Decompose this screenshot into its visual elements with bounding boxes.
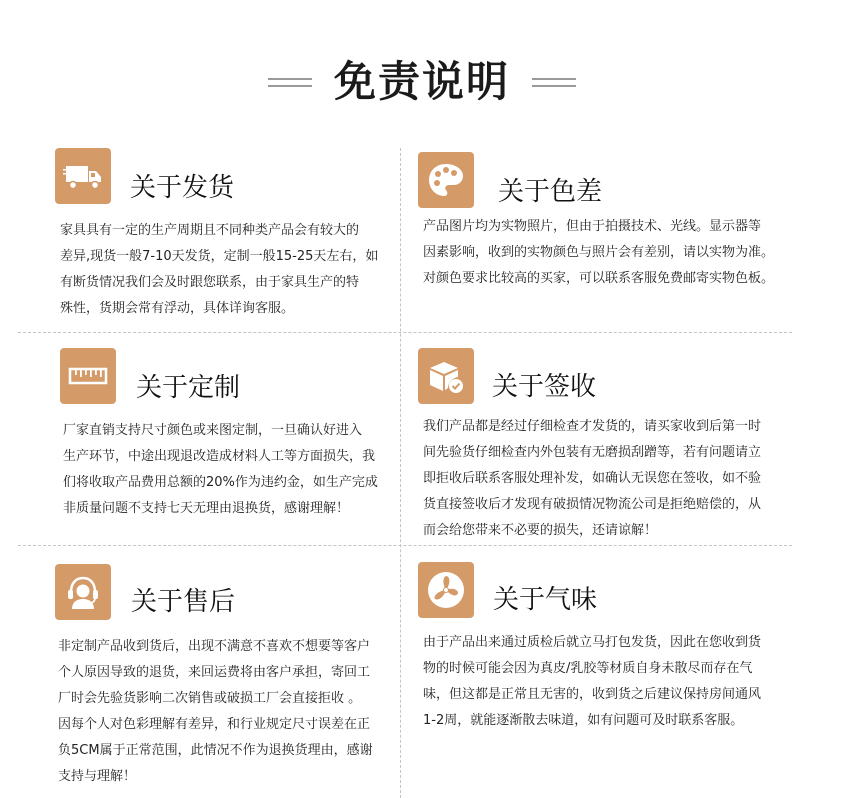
truck-icon [55,148,111,204]
horizontal-divider-1 [18,332,792,333]
section-heading: 关于色差 [498,177,603,207]
section-body: 由于产品出来通过质检后就立马打包发货，因此在您收到货 物的时候可能会因为真皮/乳胶等材质自身未散尽而存在气 味，但这都是正常且无害的，收到货之后建议保持房间通风 1-2周，就能逐渐散去味道，如有问题可及时联系客服。 [423,635,762,728]
section-body: 非定制产品收到货后，出现不满意不喜欢不想要等客户 个人原因导致的退货，来回运费将由客户承担，寄回工 厂时会先验货影响二次销售或破损工厂会直接拒收 。 因每个人对色彩理解有差异，和行业规定尺寸误差在正 负5CM属于正常范围，此情况不作为退换货理由，感谢 支持与理解！ [58,639,373,784]
section-heading: 关于发货 [130,173,235,203]
fan-icon [418,562,474,618]
title-decoration-left [268,78,312,87]
section-heading: 关于签收 [492,372,597,402]
section-body: 厂家直销支持尺寸颜色或来图定制，一旦确认好进入 生产环节，中途出现退改造成材料人工等方面损失，我 们将收取产品费用总额的20%作为违约金，如生产完成 非质量问题不支持七天无理由退换货，感谢理解！ [63,423,378,516]
section-heading: 关于定制 [136,373,241,403]
section-body: 家具具有一定的生产周期且不同种类产品会有较大的 差异,现货一般7-10天发货，定制一般15-25天左右，如 有断货情况我们会及时跟您联系，由于家具生产的特 殊性，货期会常有浮动，具体详询客服。 [60,223,379,316]
section-heading: 关于气味 [493,585,598,615]
title-bar [0,52,844,112]
title-decoration-right [532,78,576,87]
package-check-icon [418,348,474,404]
vertical-divider [400,148,401,798]
customer-service-icon [55,564,111,620]
section-heading: 关于售后 [131,587,236,617]
palette-icon [418,152,474,208]
section-body: 产品图片均为实物照片，但由于拍摄技术、光线。显示器等 因素影响，收到的实物颜色与照片会有差别，请以实物为准。 对颜色要求比较高的买家，可以联系客服免费邮寄实物色板。 [423,219,775,286]
page-title: 免责说明 [333,57,510,106]
ruler-icon [60,348,116,404]
horizontal-divider-2 [18,545,792,546]
section-body: 我们产品都是经过仔细检查才发货的，请买家收到后第一时 间先验货仔细检查内外包装有无磨损刮蹭等，若有问题请立 即拒收后联系客服处理补发，如确认无误您在签收，如不验 货直接签收后才发现有破损情况物流公司是拒绝赔偿的，从 而会给您带来不必要的损失，还请谅解！ [423,419,762,538]
